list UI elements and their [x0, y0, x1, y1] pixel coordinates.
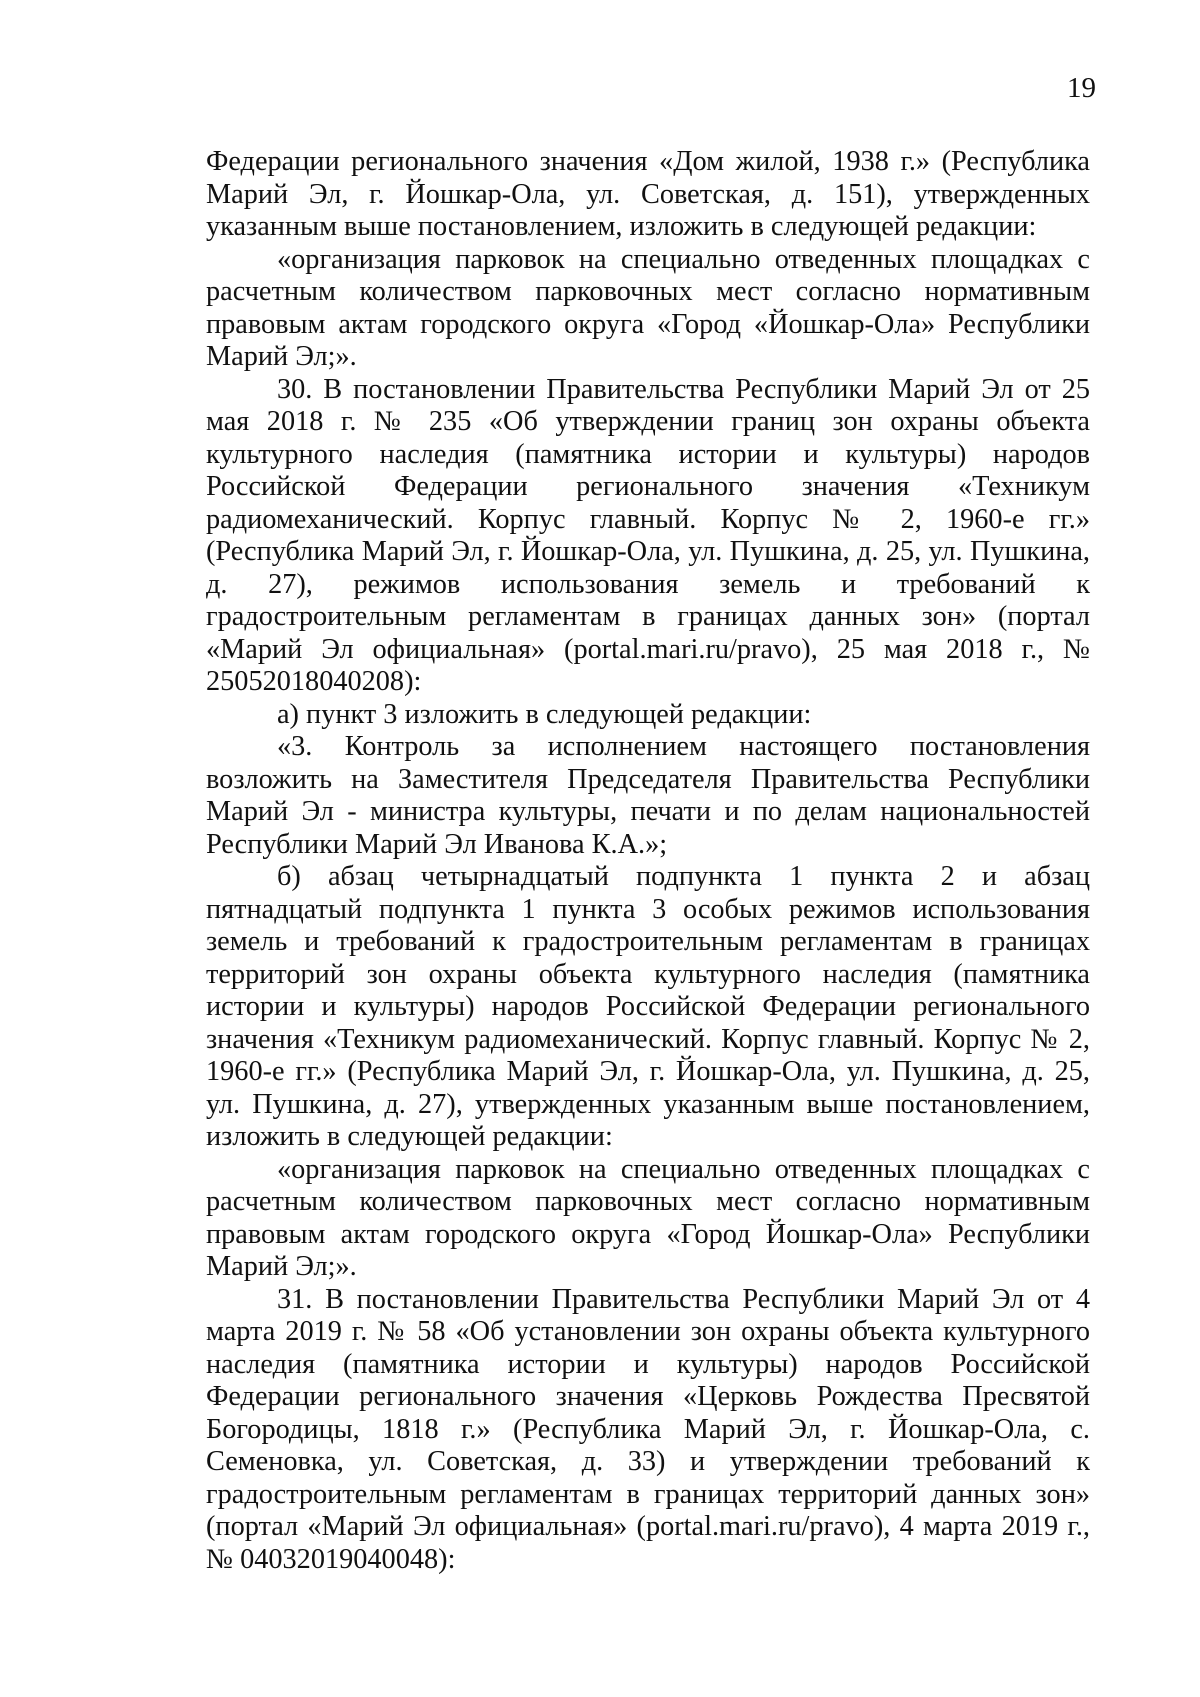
page-number: 19	[1067, 72, 1096, 104]
paragraph-quote-parking-2: «организация парковок на специально отведенных площадках с расчетным количеством парковочных мест согласно нормативным правовым актам городского округа «Город Йошкар-Ола» Республики Марий Эл;».	[206, 1153, 1090, 1282]
paragraph-subitem-b: б) абзац четырнадцатый подпункта 1 пункта 2 и абзац пятнадцатый подпункта 1 пункта 3 особых режимов использования земель и требований к градостроительным регламентам в границах территорий зон охраны объекта культурного наследия (памятника истории и культуры) народов Российской Федерации регионального значения «Техникум радиомеханический. Корпус главный. Корпус № 2, 1960-е гг.» (Республика Марий Эл, г. Йошкар-Ола, ул. Пушкина, д. 25, ул. Пушкина, д. 27), утвержденных указанным выше постановлением, изложить в следующей редакции:	[206, 861, 1090, 1152]
paragraph-continuation: Федерации регионального значения «Дом жилой, 1938 г.» (Республика Марий Эл, г. Йошкар-Ола, ул. Советская, д. 151), утвержденных указанным выше постановлением, изложить в следующей редакции:	[206, 146, 1090, 242]
paragraph-quote-control: «3. Контроль за исполнением настоящего постановления возложить на Заместителя Председателя Правительства Республики Марий Эл - министра культуры, печати и по делам национальностей Республики Марий Эл Иванова К.А.»;	[206, 731, 1090, 860]
paragraph-item-30: 30. В постановлении Правительства Республики Марий Эл от 25 мая 2018 г. № 235 «Об утверждении границ зон охраны объекта культурного наследия (памятника истории и культуры) народов Российской Федерации регионального значения «Техникум радиомеханический. Корпус главный. Корпус № 2, 1960-е гг.» (Республика Марий Эл, г. Йошкар-Ола, ул. Пушкина, д. 25, ул. Пушкина, д. 27), режимов использования земель и требований к градостроительным регламентам в границах данных зон» (портал «Марий Эл официальная» (portal.mari.ru/pravo), 25 мая 2018 г., № 25052018040208):	[206, 373, 1090, 697]
body-text	[206, 146, 1090, 1576]
paragraph-subitem-a: а) пункт 3 изложить в следующей редакции:	[277, 698, 812, 730]
paragraph-item-31: 31. В постановлении Правительства Республики Марий Эл от 4 марта 2019 г. № 58 «Об установлении зон охраны объекта культурного наследия (памятника истории и культуры) народов Российской Федерации регионального значения «Церковь Рождества Пресвятой Богородицы, 1818 г.» (Республика Марий Эл, г. Йошкар-Ола, с. Семеновка, ул. Советская, д. 33) и утверждении требований к градостроительным регламентам в границах территорий данных зон» (портал «Марий Эл официальная» (portal.mari.ru/pravo), 4 марта 2019 г., № 04032019040048):	[206, 1283, 1090, 1575]
paragraph-quote-parking-1: «организация парковок на специально отведенных площадках с расчетным количеством парковочных мест согласно нормативным правовым актам городского округа «Город «Йошкар-Ола» Республики Марий Эл;».	[206, 243, 1090, 372]
